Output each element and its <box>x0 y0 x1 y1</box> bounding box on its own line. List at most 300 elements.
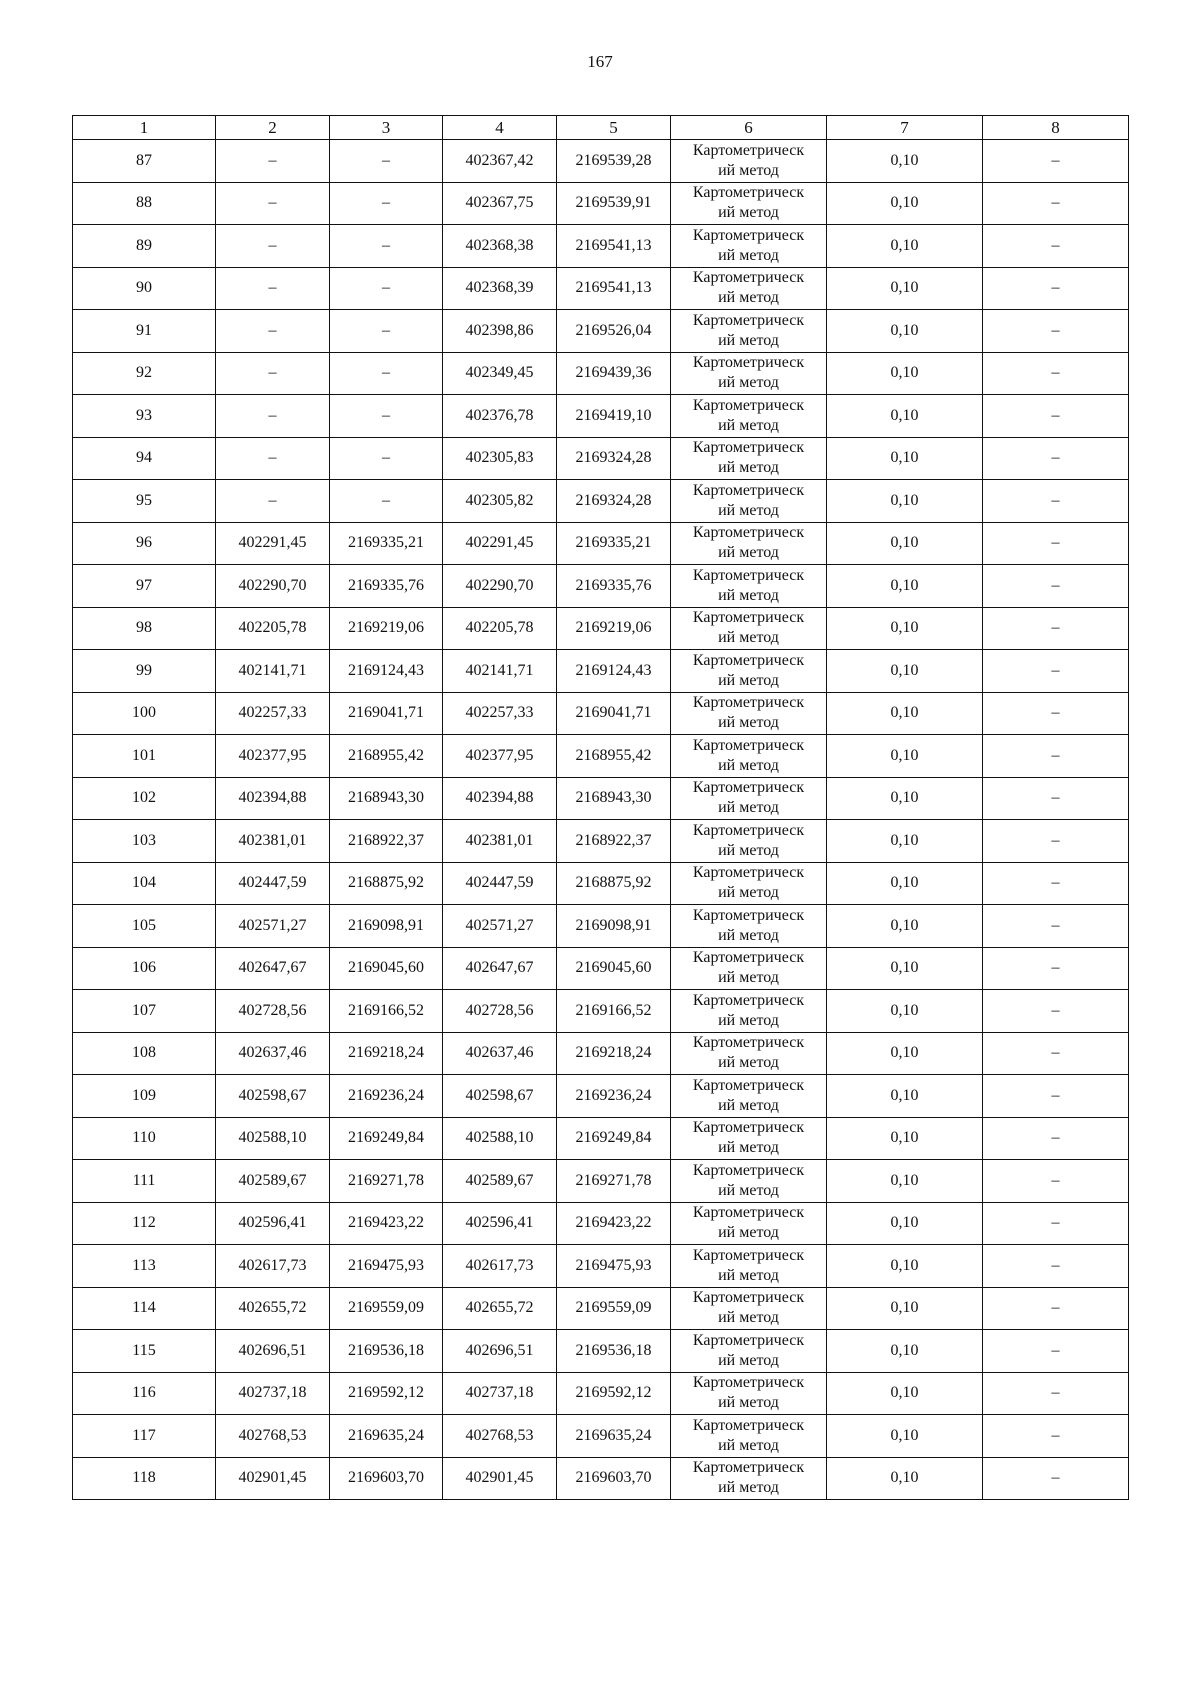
method-line-2: ий метод <box>718 161 779 179</box>
column-header-5: 5 <box>557 116 671 140</box>
table-row <box>73 1415 1129 1458</box>
note-cell: – <box>983 310 1129 353</box>
method-line-2: ий метод <box>718 289 779 307</box>
note-cell: – <box>983 862 1129 905</box>
point-number-cell: 87 <box>73 140 216 183</box>
method-line-1: Картометрическ <box>692 1331 805 1349</box>
method-line-1: Картометрическ <box>692 1374 805 1392</box>
method-cell <box>671 1287 827 1330</box>
old-y-cell: – <box>330 182 443 225</box>
table-row <box>73 607 1129 650</box>
method-line-1: Картометрическ <box>692 311 805 329</box>
method-line-2: ий метод <box>718 586 779 604</box>
new-y-cell: 2169324,28 <box>557 437 671 480</box>
method-cell <box>671 990 827 1033</box>
old-y-cell: 2169041,71 <box>330 692 443 735</box>
old-x-cell: 402588,10 <box>216 1117 330 1160</box>
point-number-cell: 113 <box>73 1245 216 1288</box>
method-line-1: Картометрическ <box>692 1034 805 1052</box>
table-row <box>73 565 1129 608</box>
method-cell <box>671 1415 827 1458</box>
point-number-cell: 108 <box>73 1032 216 1075</box>
method-line-1: Картометрическ <box>692 1246 805 1264</box>
accuracy-cell: 0,10 <box>827 735 983 778</box>
new-x-cell: 402376,78 <box>443 395 557 438</box>
new-y-cell: 2169098,91 <box>557 905 671 948</box>
new-y-cell: 2169592,12 <box>557 1372 671 1415</box>
method-line-1: Картометрическ <box>692 821 805 839</box>
point-number-cell: 103 <box>73 820 216 863</box>
point-number-cell: 118 <box>73 1457 216 1500</box>
note-cell: – <box>983 140 1129 183</box>
new-x-cell: 402901,45 <box>443 1457 557 1500</box>
old-y-cell: 2169166,52 <box>330 990 443 1033</box>
accuracy-cell: 0,10 <box>827 1415 983 1458</box>
accuracy-cell: 0,10 <box>827 310 983 353</box>
old-y-cell: – <box>330 310 443 353</box>
method-line-2: ий метод <box>718 459 779 477</box>
old-y-cell: 2169635,24 <box>330 1415 443 1458</box>
method-cell <box>671 692 827 735</box>
method-cell <box>671 437 827 480</box>
method-line-1: Картометрическ <box>692 1204 805 1222</box>
new-y-cell: 2169526,04 <box>557 310 671 353</box>
table-row <box>73 862 1129 905</box>
table-body <box>73 140 1129 1500</box>
method-cell <box>671 735 827 778</box>
method-line-2: ий метод <box>718 714 779 732</box>
method-line-2: ий метод <box>718 204 779 222</box>
table-row <box>73 692 1129 735</box>
new-y-cell: 2169559,09 <box>557 1287 671 1330</box>
method-line-2: ий метод <box>718 1394 779 1412</box>
table-row <box>73 395 1129 438</box>
table-row <box>73 267 1129 310</box>
column-header-7: 7 <box>827 116 983 140</box>
new-x-cell: 402398,86 <box>443 310 557 353</box>
new-y-cell: 2169124,43 <box>557 650 671 693</box>
point-number-cell: 115 <box>73 1330 216 1373</box>
method-cell <box>671 820 827 863</box>
method-cell <box>671 1457 827 1500</box>
coordinates-table <box>72 115 1129 1500</box>
accuracy-cell: 0,10 <box>827 1032 983 1075</box>
accuracy-cell: 0,10 <box>827 182 983 225</box>
old-y-cell: – <box>330 352 443 395</box>
note-cell: – <box>983 607 1129 650</box>
point-number-cell: 117 <box>73 1415 216 1458</box>
method-line-1: Картометрическ <box>692 226 805 244</box>
note-cell: – <box>983 1160 1129 1203</box>
accuracy-cell: 0,10 <box>827 395 983 438</box>
accuracy-cell: 0,10 <box>827 1287 983 1330</box>
note-cell: – <box>983 990 1129 1033</box>
note-cell: – <box>983 777 1129 820</box>
new-y-cell: 2169635,24 <box>557 1415 671 1458</box>
old-y-cell: – <box>330 437 443 480</box>
new-y-cell: 2169475,93 <box>557 1245 671 1288</box>
old-y-cell: 2169559,09 <box>330 1287 443 1330</box>
method-cell <box>671 1372 827 1415</box>
column-header-2: 2 <box>216 116 330 140</box>
new-y-cell: 2169271,78 <box>557 1160 671 1203</box>
new-y-cell: 2169541,13 <box>557 267 671 310</box>
method-line-2: ий метод <box>718 841 779 859</box>
new-x-cell: 402367,75 <box>443 182 557 225</box>
note-cell: – <box>983 1457 1129 1500</box>
note-cell: – <box>983 352 1129 395</box>
method-line-2: ий метод <box>718 1309 779 1327</box>
new-y-cell: 2169539,91 <box>557 182 671 225</box>
method-line-1: Картометрическ <box>692 524 805 542</box>
method-cell <box>671 522 827 565</box>
new-x-cell: 402349,45 <box>443 352 557 395</box>
old-y-cell: 2169603,70 <box>330 1457 443 1500</box>
method-line-1: Картометрическ <box>692 864 805 882</box>
old-y-cell: – <box>330 267 443 310</box>
accuracy-cell: 0,10 <box>827 1160 983 1203</box>
new-x-cell: 402571,27 <box>443 905 557 948</box>
note-cell: – <box>983 225 1129 268</box>
old-y-cell: 2169249,84 <box>330 1117 443 1160</box>
method-line-2: ий метод <box>718 1181 779 1199</box>
accuracy-cell: 0,10 <box>827 140 983 183</box>
table-row <box>73 310 1129 353</box>
new-y-cell: 2169419,10 <box>557 395 671 438</box>
accuracy-cell: 0,10 <box>827 1075 983 1118</box>
method-line-1: Картометрическ <box>692 396 805 414</box>
old-x-cell: – <box>216 395 330 438</box>
table-row <box>73 1330 1129 1373</box>
new-y-cell: 2169335,21 <box>557 522 671 565</box>
old-y-cell: – <box>330 225 443 268</box>
method-line-2: ий метод <box>718 1479 779 1497</box>
point-number-cell: 92 <box>73 352 216 395</box>
method-line-1: Картометрическ <box>692 1119 805 1137</box>
old-y-cell: 2169271,78 <box>330 1160 443 1203</box>
new-x-cell: 402205,78 <box>443 607 557 650</box>
new-y-cell: 2169219,06 <box>557 607 671 650</box>
note-cell: – <box>983 1202 1129 1245</box>
old-x-cell: – <box>216 267 330 310</box>
note-cell: – <box>983 905 1129 948</box>
new-x-cell: 402768,53 <box>443 1415 557 1458</box>
method-line-2: ий метод <box>718 1436 779 1454</box>
point-number-cell: 110 <box>73 1117 216 1160</box>
new-x-cell: 402728,56 <box>443 990 557 1033</box>
note-cell: – <box>983 437 1129 480</box>
old-x-cell: 402768,53 <box>216 1415 330 1458</box>
note-cell: – <box>983 735 1129 778</box>
old-y-cell: 2169236,24 <box>330 1075 443 1118</box>
new-y-cell: 2169541,13 <box>557 225 671 268</box>
note-cell: – <box>983 522 1129 565</box>
table-row <box>73 437 1129 480</box>
note-cell: – <box>983 1287 1129 1330</box>
accuracy-cell: 0,10 <box>827 437 983 480</box>
table-header-row <box>73 116 1129 140</box>
method-line-1: Картометрическ <box>692 141 805 159</box>
point-number-cell: 116 <box>73 1372 216 1415</box>
point-number-cell: 106 <box>73 947 216 990</box>
point-number-cell: 98 <box>73 607 216 650</box>
method-line-2: ий метод <box>718 799 779 817</box>
table-row <box>73 1202 1129 1245</box>
method-line-2: ий метод <box>718 1224 779 1242</box>
method-cell <box>671 905 827 948</box>
accuracy-cell: 0,10 <box>827 1117 983 1160</box>
accuracy-cell: 0,10 <box>827 1372 983 1415</box>
old-x-cell: 402589,67 <box>216 1160 330 1203</box>
old-x-cell: 402205,78 <box>216 607 330 650</box>
table-row <box>73 947 1129 990</box>
old-x-cell: 402381,01 <box>216 820 330 863</box>
method-line-2: ий метод <box>718 1139 779 1157</box>
new-y-cell: 2168875,92 <box>557 862 671 905</box>
method-line-1: Картометрическ <box>692 566 805 584</box>
method-line-1: Картометрическ <box>692 736 805 754</box>
accuracy-cell: 0,10 <box>827 565 983 608</box>
point-number-cell: 95 <box>73 480 216 523</box>
method-line-1: Картометрическ <box>692 991 805 1009</box>
method-cell <box>671 777 827 820</box>
old-x-cell: – <box>216 310 330 353</box>
table-row <box>73 1457 1129 1500</box>
point-number-cell: 111 <box>73 1160 216 1203</box>
old-y-cell: 2169218,24 <box>330 1032 443 1075</box>
new-y-cell: 2169166,52 <box>557 990 671 1033</box>
old-x-cell: 402596,41 <box>216 1202 330 1245</box>
accuracy-cell: 0,10 <box>827 1330 983 1373</box>
accuracy-cell: 0,10 <box>827 1245 983 1288</box>
method-line-2: ий метод <box>718 629 779 647</box>
point-number-cell: 97 <box>73 565 216 608</box>
point-number-cell: 112 <box>73 1202 216 1245</box>
table-row <box>73 1245 1129 1288</box>
new-x-cell: 402588,10 <box>443 1117 557 1160</box>
old-x-cell: 402394,88 <box>216 777 330 820</box>
method-line-2: ий метод <box>718 1266 779 1284</box>
old-x-cell: – <box>216 437 330 480</box>
table-row <box>73 1372 1129 1415</box>
method-line-2: ий метод <box>718 884 779 902</box>
note-cell: – <box>983 1415 1129 1458</box>
new-x-cell: 402637,46 <box>443 1032 557 1075</box>
old-y-cell: 2168943,30 <box>330 777 443 820</box>
accuracy-cell: 0,10 <box>827 777 983 820</box>
table-row <box>73 777 1129 820</box>
method-cell <box>671 1160 827 1203</box>
table-row <box>73 905 1129 948</box>
point-number-cell: 101 <box>73 735 216 778</box>
method-line-2: ий метод <box>718 969 779 987</box>
new-x-cell: 402367,42 <box>443 140 557 183</box>
old-y-cell: 2169475,93 <box>330 1245 443 1288</box>
note-cell: – <box>983 1372 1129 1415</box>
old-x-cell: 402141,71 <box>216 650 330 693</box>
method-cell <box>671 565 827 608</box>
method-line-1: Картометрическ <box>692 481 805 499</box>
method-cell <box>671 140 827 183</box>
old-y-cell: 2169335,21 <box>330 522 443 565</box>
new-y-cell: 2169324,28 <box>557 480 671 523</box>
method-line-1: Картометрическ <box>692 269 805 287</box>
method-line-2: ий метод <box>718 1054 779 1072</box>
method-line-1: Картометрическ <box>692 949 805 967</box>
note-cell: – <box>983 1075 1129 1118</box>
new-x-cell: 402655,72 <box>443 1287 557 1330</box>
note-cell: – <box>983 1330 1129 1373</box>
method-line-1: Картометрическ <box>692 609 805 627</box>
new-x-cell: 402257,33 <box>443 692 557 735</box>
method-cell <box>671 310 827 353</box>
method-line-1: Картометрическ <box>692 354 805 372</box>
new-y-cell: 2169439,36 <box>557 352 671 395</box>
new-y-cell: 2168922,37 <box>557 820 671 863</box>
method-line-1: Картометрическ <box>692 1076 805 1094</box>
old-x-cell: 402290,70 <box>216 565 330 608</box>
old-x-cell: 402377,95 <box>216 735 330 778</box>
accuracy-cell: 0,10 <box>827 820 983 863</box>
new-x-cell: 402368,39 <box>443 267 557 310</box>
new-x-cell: 402589,67 <box>443 1160 557 1203</box>
new-y-cell: 2169335,76 <box>557 565 671 608</box>
method-line-1: Картометрическ <box>692 694 805 712</box>
method-line-1: Картометрическ <box>692 439 805 457</box>
new-x-cell: 402598,67 <box>443 1075 557 1118</box>
old-x-cell: 402737,18 <box>216 1372 330 1415</box>
point-number-cell: 105 <box>73 905 216 948</box>
method-line-2: ий метод <box>718 544 779 562</box>
old-y-cell: 2168875,92 <box>330 862 443 905</box>
column-header-1: 1 <box>73 116 216 140</box>
method-cell <box>671 182 827 225</box>
new-x-cell: 402291,45 <box>443 522 557 565</box>
point-number-cell: 104 <box>73 862 216 905</box>
new-x-cell: 402394,88 <box>443 777 557 820</box>
new-x-cell: 402447,59 <box>443 862 557 905</box>
accuracy-cell: 0,10 <box>827 947 983 990</box>
new-x-cell: 402377,95 <box>443 735 557 778</box>
new-x-cell: 402141,71 <box>443 650 557 693</box>
old-x-cell: 402257,33 <box>216 692 330 735</box>
table-row <box>73 522 1129 565</box>
note-cell: – <box>983 182 1129 225</box>
accuracy-cell: 0,10 <box>827 480 983 523</box>
note-cell: – <box>983 1032 1129 1075</box>
point-number-cell: 91 <box>73 310 216 353</box>
new-x-cell: 402737,18 <box>443 1372 557 1415</box>
new-y-cell: 2169041,71 <box>557 692 671 735</box>
old-x-cell: 402655,72 <box>216 1287 330 1330</box>
new-y-cell: 2169236,24 <box>557 1075 671 1118</box>
method-line-1: Картометрическ <box>692 1416 805 1434</box>
accuracy-cell: 0,10 <box>827 1202 983 1245</box>
point-number-cell: 99 <box>73 650 216 693</box>
method-cell <box>671 395 827 438</box>
accuracy-cell: 0,10 <box>827 650 983 693</box>
point-number-cell: 114 <box>73 1287 216 1330</box>
old-x-cell: – <box>216 480 330 523</box>
note-cell: – <box>983 480 1129 523</box>
note-cell: – <box>983 650 1129 693</box>
note-cell: – <box>983 1245 1129 1288</box>
old-x-cell: 402728,56 <box>216 990 330 1033</box>
method-line-2: ий метод <box>718 756 779 774</box>
old-x-cell: 402637,46 <box>216 1032 330 1075</box>
method-line-2: ий метод <box>718 671 779 689</box>
new-x-cell: 402596,41 <box>443 1202 557 1245</box>
note-cell: – <box>983 947 1129 990</box>
accuracy-cell: 0,10 <box>827 990 983 1033</box>
new-y-cell: 2169536,18 <box>557 1330 671 1373</box>
method-cell <box>671 1330 827 1373</box>
note-cell: – <box>983 565 1129 608</box>
table-row <box>73 1160 1129 1203</box>
note-cell: – <box>983 1117 1129 1160</box>
point-number-cell: 93 <box>73 395 216 438</box>
table-row <box>73 1075 1129 1118</box>
method-line-1: Картометрическ <box>692 1289 805 1307</box>
new-x-cell: 402305,82 <box>443 480 557 523</box>
method-cell <box>671 480 827 523</box>
new-x-cell: 402305,83 <box>443 437 557 480</box>
method-line-2: ий метод <box>718 1351 779 1369</box>
method-line-2: ий метод <box>718 416 779 434</box>
new-x-cell: 402368,38 <box>443 225 557 268</box>
new-y-cell: 2168955,42 <box>557 735 671 778</box>
old-y-cell: 2169045,60 <box>330 947 443 990</box>
accuracy-cell: 0,10 <box>827 692 983 735</box>
old-y-cell: 2168922,37 <box>330 820 443 863</box>
accuracy-cell: 0,10 <box>827 607 983 650</box>
old-y-cell: 2169592,12 <box>330 1372 443 1415</box>
old-y-cell: 2169098,91 <box>330 905 443 948</box>
old-x-cell: 402447,59 <box>216 862 330 905</box>
note-cell: – <box>983 395 1129 438</box>
method-line-1: Картометрическ <box>692 1459 805 1477</box>
method-line-2: ий метод <box>718 926 779 944</box>
accuracy-cell: 0,10 <box>827 1457 983 1500</box>
method-line-2: ий метод <box>718 246 779 264</box>
method-line-1: Картометрическ <box>692 651 805 669</box>
new-y-cell: 2168943,30 <box>557 777 671 820</box>
column-header-8: 8 <box>983 116 1129 140</box>
method-line-1: Картометрическ <box>692 906 805 924</box>
old-x-cell: 402647,67 <box>216 947 330 990</box>
old-x-cell: 402696,51 <box>216 1330 330 1373</box>
table-row <box>73 182 1129 225</box>
accuracy-cell: 0,10 <box>827 352 983 395</box>
table-row <box>73 650 1129 693</box>
new-y-cell: 2169045,60 <box>557 947 671 990</box>
note-cell: – <box>983 820 1129 863</box>
point-number-cell: 88 <box>73 182 216 225</box>
method-cell <box>671 352 827 395</box>
table-row <box>73 1117 1129 1160</box>
table-row <box>73 820 1129 863</box>
table-row <box>73 990 1129 1033</box>
new-y-cell: 2169603,70 <box>557 1457 671 1500</box>
table-row <box>73 480 1129 523</box>
point-number-cell: 96 <box>73 522 216 565</box>
old-y-cell: 2168955,42 <box>330 735 443 778</box>
column-header-4: 4 <box>443 116 557 140</box>
method-cell <box>671 225 827 268</box>
old-x-cell: – <box>216 352 330 395</box>
table-row <box>73 1287 1129 1330</box>
method-line-2: ий метод <box>718 1096 779 1114</box>
